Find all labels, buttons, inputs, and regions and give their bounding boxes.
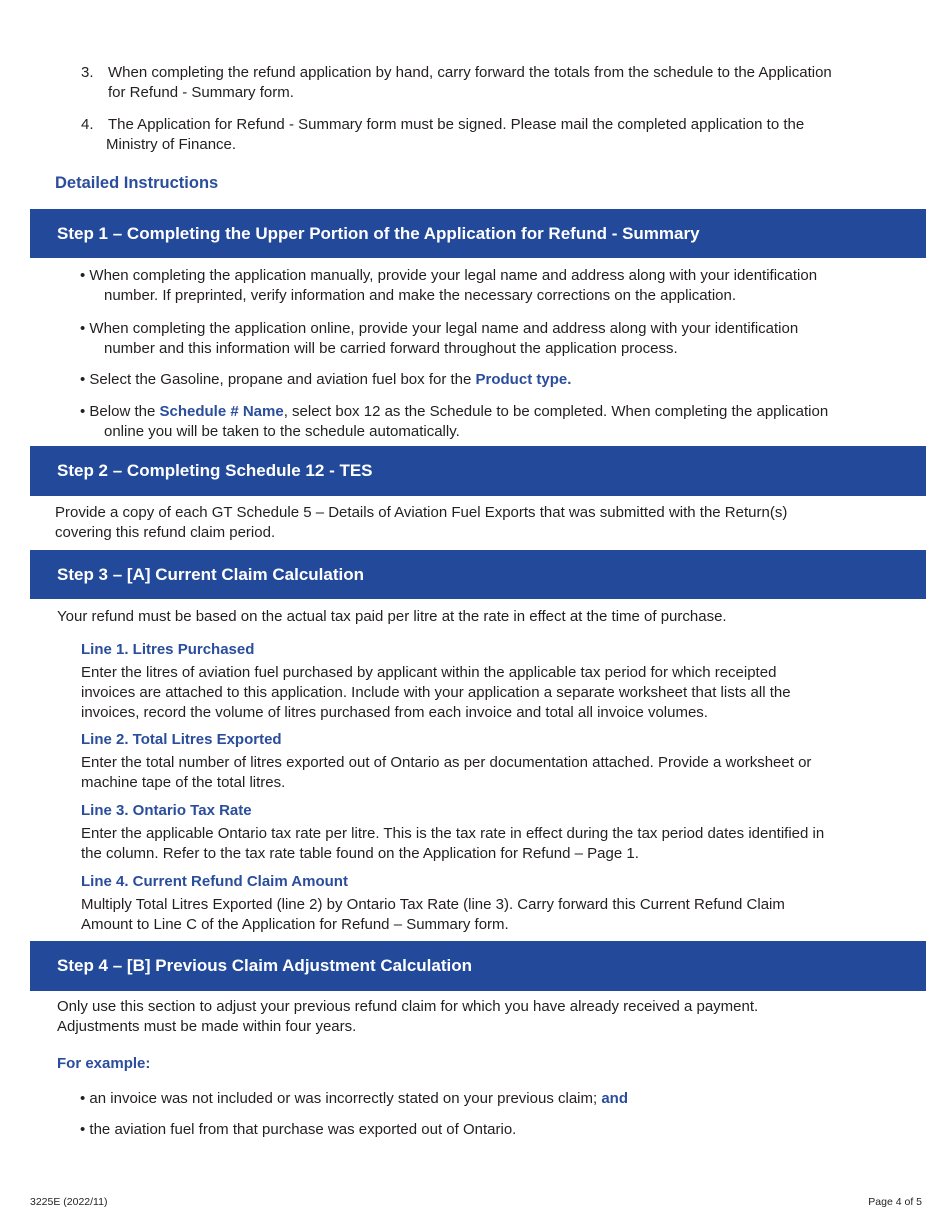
page-number: Page 4 of 5 <box>868 1196 922 1208</box>
step1-bullet-3: • Select the Gasoline, propane and aviation fuel box for the Product type. <box>80 371 572 388</box>
and-emphasis: and <box>601 1090 629 1107</box>
step3-header <box>30 550 926 599</box>
step2-title: Step 2 – Completing Schedule 12 - TES <box>57 461 373 480</box>
step1-title: Step 1 – Completing the Upper Portion of the Application for Refund - Summary <box>57 223 700 243</box>
step4-text: Only use this section to adjust your previous refund claim for which you have already received a payment. Adjustments must be made within four years. <box>57 998 759 1035</box>
line2-section: Line 2. Total Litres Exported Enter the total number of litres exported out of Ontario as per documentation attached. Provide a worksheet or machine tape of the total litres. <box>81 730 901 793</box>
item-text-line: Ministry of Finance. <box>106 136 237 153</box>
line4-section: Line 4. Current Refund Claim Amount Multiply Total Litres Exported (line 2) by Ontario Tax Rate (line 3). Carry forward this Current Refund Claim Amount to Line C of the Application for Refund – Summary form. <box>81 872 901 935</box>
item-number: 4. <box>81 116 94 133</box>
step1-bullet-4: • Below the Schedule # Name, select box 12 as the Schedule to be completed. When completing the application online you will be taken to the schedule automatically. <box>80 403 829 440</box>
step4-title: Step 4 – [B] Previous Claim Adjustment Calculation <box>57 956 473 975</box>
line4-title: Line 4. Current Refund Claim Amount <box>81 873 348 890</box>
for-example-heading: For example: <box>57 1055 151 1072</box>
line3-title: Line 3. Ontario Tax Rate <box>81 802 252 819</box>
step4-bullet-1: • an invoice was not included or was incorrectly stated on your previous claim; and <box>80 1090 629 1107</box>
line1-section: Line 1. Litres Purchased Enter the litres of aviation fuel purchased by applicant within the applicable tax period for which receipted invoices are attached to this application. Include with your application a separate worksheet that lists all the invoices, record the volume of litres purchased from each invoice and total all invoice volumes. <box>81 640 901 723</box>
item-text-line: When completing the refund application by hand, carry forward the totals from the schedule to the Application <box>108 64 832 81</box>
line1-title: Line 1. Litres Purchased <box>81 641 255 658</box>
step4-header <box>30 941 926 991</box>
form-id: 3225E (2022/11) <box>30 1196 108 1208</box>
item-text-line: for Refund - Summary form. <box>108 84 294 101</box>
step1-bullet-2: • When completing the application online, provide your legal name and address along with your identification number and this information will be carried forward throughout the application process. <box>80 320 799 357</box>
item-text-line: The Application for Refund - Summary form must be signed. Please mail the completed application to the <box>108 116 805 133</box>
product-type-label: Product type. <box>475 371 572 388</box>
line3-section: Line 3. Ontario Tax Rate Enter the applicable Ontario tax rate per litre. This is the tax rate in effect during the tax period dates identified in the column. Refer to the tax rate table found on the Application for Refund – Page 1. <box>81 801 901 864</box>
item-number: 3. <box>81 64 94 81</box>
step4-bullet-2: • the aviation fuel from that purchase was exported out of Ontario. <box>80 1121 517 1138</box>
line2-title: Line 2. Total Litres Exported <box>81 731 282 748</box>
schedule-name-label: Schedule # Name <box>159 403 284 420</box>
step2-text: Provide a copy of each GT Schedule 5 – Details of Aviation Fuel Exports that was submitted with the Return(s) covering this refund claim period. <box>55 504 788 541</box>
step2-header <box>30 446 926 496</box>
step1-bullet-1: • When completing the application manually, provide your legal name and address along with your identification number. If preprinted, verify information and make the necessary corrections on the application. <box>80 267 818 304</box>
step3-intro: Your refund must be based on the actual tax paid per litre at the rate in effect at the time of purchase. <box>57 608 727 625</box>
detailed-instructions-heading: Detailed Instructions <box>55 174 219 192</box>
step1-header <box>30 209 926 258</box>
step3-title: Step 3 – [A] Current Claim Calculation <box>57 564 364 584</box>
